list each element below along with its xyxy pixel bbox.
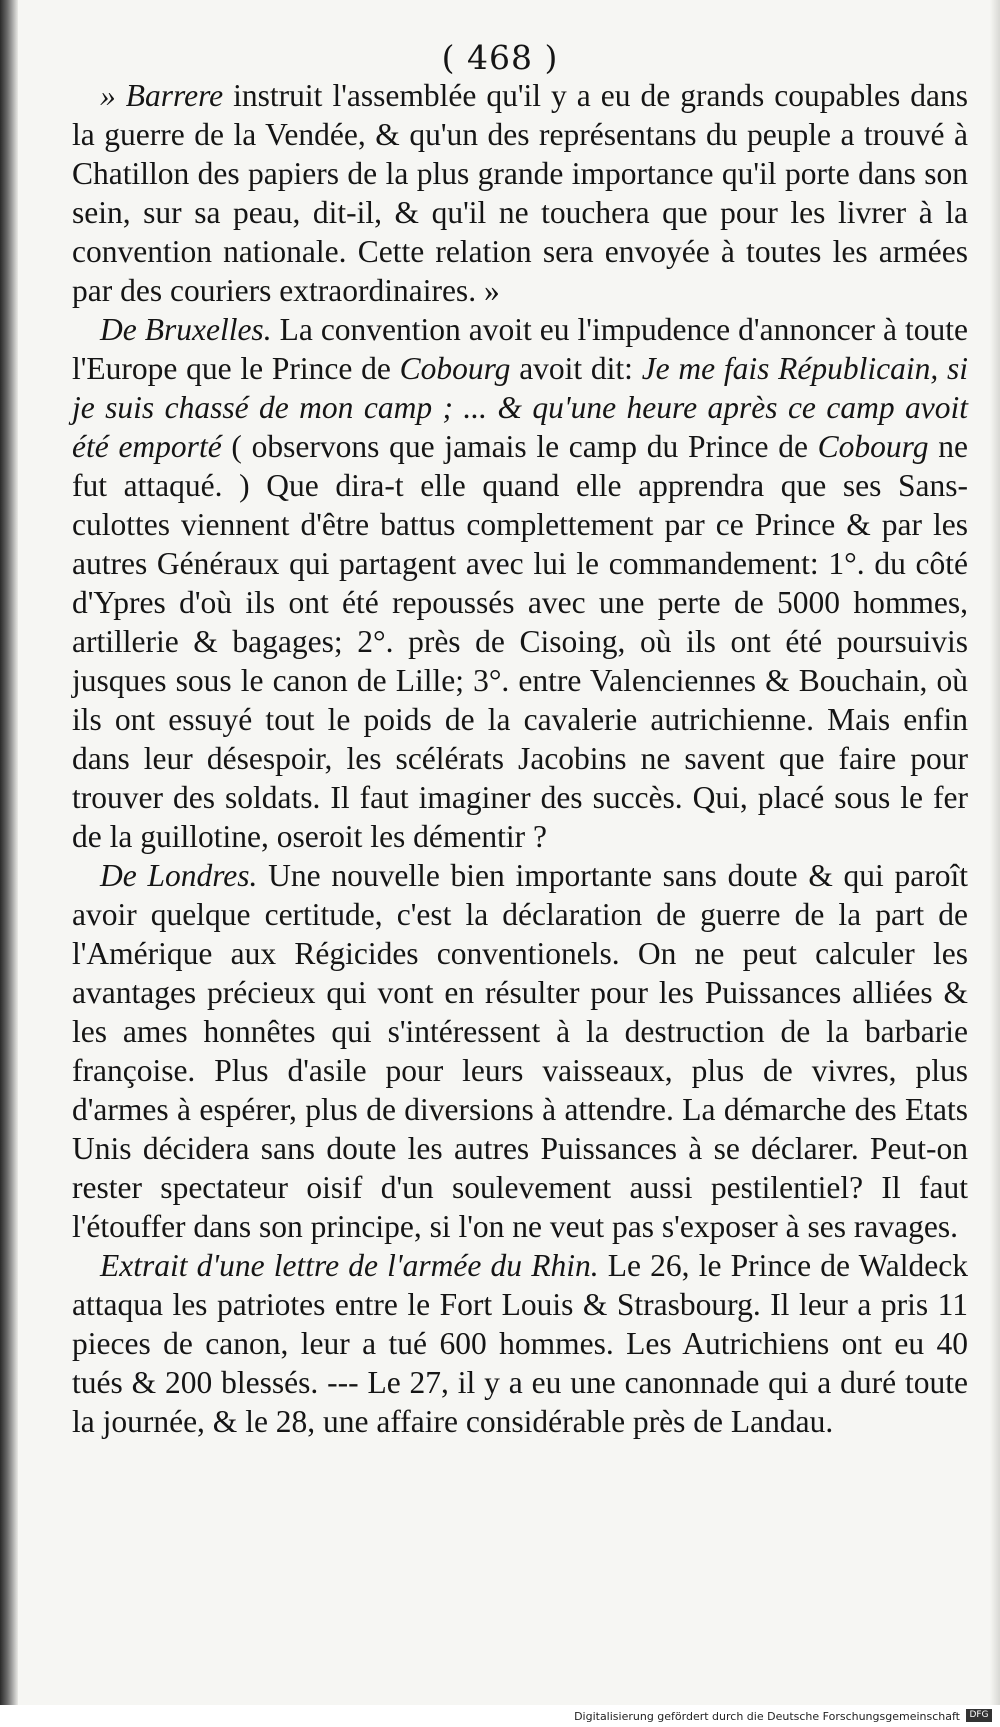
paragraph-text: instruit l'assemblée qu'il y a eu de grands coupables dans la guerre de la Vendée, & qu'un des représentans du peuple a trouvé à Chatillon des papiers de la plus grande importance qu'il porte dans son sein, sur sa peau, dit-il, & qu'il ne touchera que pour les livrer à la convention nationale. Cette relation sera envoyée à toutes les armées par des couriers extraordinaires. » — [72, 78, 968, 308]
person-name: Cobourg — [399, 351, 511, 386]
paragraph-lead: » Barrere — [100, 78, 224, 113]
scan-shadow-right — [990, 0, 1000, 1727]
paragraph-lead: Extrait d'une lettre de l'armée du Rhin. — [100, 1248, 599, 1283]
person-name: Cobourg — [817, 429, 929, 464]
paragraph-text: La convention avoit eu l'impudence d'annoncer à toute l'Europe que le Prince de — [72, 312, 969, 386]
paragraph-text: avoit dit: — [510, 351, 642, 386]
paragraph-lead: De Londres. — [100, 858, 258, 893]
paragraph-rhin — [72, 1246, 968, 1441]
body-text — [72, 76, 968, 1441]
footer-credit: Digitalisierung gefördert durch die Deutsche Forschungsgemeinschaft — [574, 1710, 960, 1723]
page-number: ( 468 ) — [441, 38, 559, 77]
paragraph-bruxelles — [72, 310, 968, 856]
paragraph-text: ( observons que jamais le camp du Prince de — [221, 429, 818, 464]
paragraph-text: Une nouvelle bien importante sans doute & qui paroît avoir quelque certitude, c'est la déclaration de guerre de la part de l'Amérique aux Régicides conventionels. On ne peut calculer les avantages précieux qui vont en résulter pour les Puissances alliées & les ames honnêtes qui s'intéressent à la destruction de la barbarie françoise. Plus d'asile pour leurs vaisseaux, plus de vivres, plus d'armes à espérer, plus de diversions à attendre. La démarche des Etats Unis décidera sans doute les autres Puissances à se déclarer. Peut-on rester spectateur oisif d'un soulevement aussi pestilentiel? Il faut l'étouffer dans son principe, si l'on ne veut pas s'exposer à ses ravages. — [72, 858, 968, 1244]
scan-shadow-left — [0, 0, 18, 1727]
paragraph-barrere — [72, 76, 968, 310]
paragraph-text: ne fut attaqué. ) Que dira-t elle quand elle apprendra que ses Sans-culottes viennent d'être battus complettement par ce Prince & par les autres Généraux qui partagent avec lui le commandement: 1°. du côté d'Ypres d'où ils ont été repoussés avec une perte de 5000 hommes, artillerie & bagages; 2°. près de Cisoing, où ils ont été poursuivis jusques sous le canon de Lille; 3°. entre Valenciennes & Bouchain, où ils ont essuyé tout le poids de la cavalerie autrichienne. Mais enfin dans leur désespoir, les scélérats Jacobins ne savent que faire pour trouver des soldats. Il faut imaginer des succès. Qui, placé sous le fer de la guillotine, oseroit les démentir ? — [72, 429, 969, 854]
dfg-logo-icon: DFG — [966, 1709, 992, 1722]
paragraph-lead: De Bruxelles. — [100, 312, 272, 347]
digitization-footer — [0, 1705, 1000, 1727]
quoted-text: Je me fais Républicain, si je suis chassé de mon camp ; ... & qu'une heure après ce camp avoit été emporté — [72, 351, 968, 464]
paragraph-londres — [72, 856, 968, 1246]
paragraph-text: Le 26, le Prince de Waldeck attaqua les patriotes entre le Fort Louis & Strasbourg. Il leur a pris 11 pieces de canon, leur a tué 600 hommes. Les Autrichiens ont eu 40 tués & 200 blessés. --- Le 27, il y a eu une canonnade qui a duré toute la journée, & le 28, une affaire considérable près de Landau. — [72, 1248, 968, 1439]
